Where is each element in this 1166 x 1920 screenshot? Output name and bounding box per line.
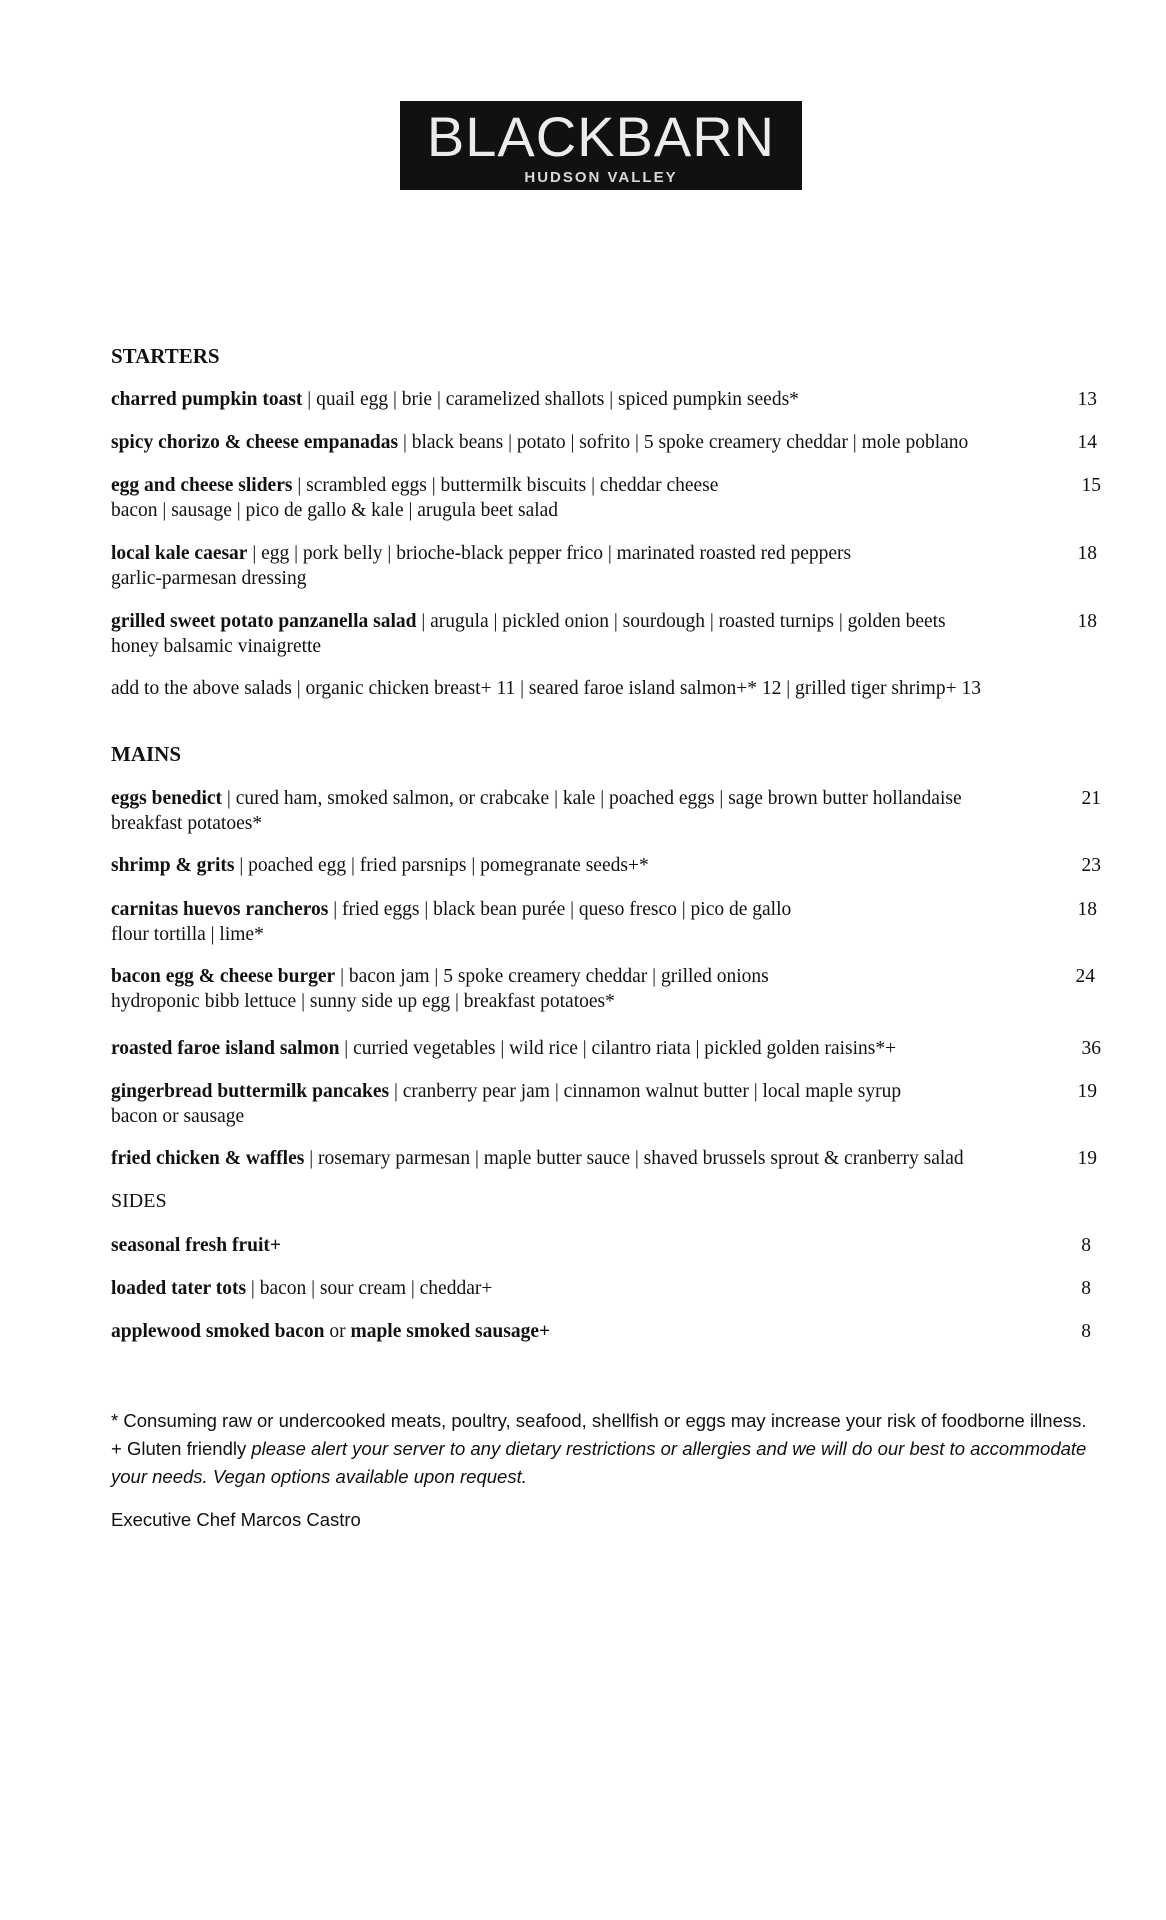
menu-item <box>111 1037 1101 1062</box>
logo-subtitle: HUDSON VALLEY <box>524 169 678 186</box>
dietary-alert: please alert your server to any dietary restrictions or allergies and we will do our best to accommodate your needs. Vegan options available upon request. <box>111 1438 1087 1487</box>
menu-item <box>111 474 1101 523</box>
item-price: 24 <box>1075 966 1095 987</box>
item-price: 14 <box>1077 432 1097 453</box>
section-heading-mains: MAINS <box>111 742 182 766</box>
item-description: black beans | potato | sofrito | 5 spoke creamery cheddar | mole poblano <box>411 432 969 453</box>
item-name: charred pumpkin toast <box>111 389 303 410</box>
item-name: egg and cheese sliders <box>111 475 293 496</box>
item-name: shrimp & grits <box>111 855 235 876</box>
item-price: 15 <box>1081 475 1101 496</box>
item-price: 13 <box>1077 389 1097 410</box>
item-name: carnitas huevos rancheros <box>111 899 329 920</box>
item-description-line2: bacon | sausage | pico de gallo & kale | arugula beet salad <box>111 499 559 521</box>
consumption-warning: * Consuming raw or undercooked meats, poultry, seafood, shellfish or eggs may increase your risk of foodborne illness. + Gluten friendly <box>111 1410 1087 1459</box>
item-separator: | <box>416 611 431 632</box>
item-price: 36 <box>1081 1038 1101 1059</box>
item-description: fried eggs | black bean purée | queso fresco | pico de gallo <box>342 899 792 920</box>
item-description: bacon | sour cream | cheddar+ <box>259 1278 493 1299</box>
item-price: 19 <box>1077 1081 1097 1102</box>
menu-item <box>111 610 1101 659</box>
item-name: applewood smoked bacon <box>111 1321 325 1342</box>
item-separator: | <box>247 543 262 564</box>
item-name: loaded tater tots <box>111 1278 247 1299</box>
item-name: bacon egg & cheese burger <box>111 966 336 987</box>
menu-item <box>111 854 1101 879</box>
item-description: rosemary parmesan | maple butter sauce | shaved brussels sprout & cranberry salad <box>318 1148 964 1169</box>
item-description: arugula | pickled onion | sourdough | roasted turnips | golden beets <box>430 611 946 632</box>
item-conjunction: or <box>324 1321 351 1342</box>
item-separator: | <box>398 432 412 453</box>
menu-item <box>111 965 1101 1014</box>
item-separator: | <box>389 1081 403 1102</box>
menu-item <box>111 388 1101 413</box>
item-description: cured ham, smoked salmon, or crabcake | kale | poached eggs | sage brown butter hollandaise <box>235 788 962 809</box>
item-price: 23 <box>1081 855 1101 876</box>
item-separator: | <box>222 788 236 809</box>
menu-item <box>111 1147 1101 1172</box>
item-name: fried chicken & waffles <box>111 1148 305 1169</box>
menu-item <box>111 787 1101 836</box>
item-price: 8 <box>1081 1278 1091 1299</box>
item-name: spicy chorizo & cheese empanadas <box>111 432 399 453</box>
menu-item <box>111 1080 1101 1129</box>
item-price: 18 <box>1077 543 1097 564</box>
item-price: 19 <box>1077 1148 1097 1169</box>
item-price: 18 <box>1077 899 1097 920</box>
item-separator: | <box>246 1278 260 1299</box>
section-heading-sides: SIDES <box>111 1190 167 1212</box>
menu-item <box>111 1277 1101 1302</box>
item-description-line2: honey balsamic vinaigrette <box>111 635 322 657</box>
item-price: 8 <box>1081 1235 1091 1256</box>
menu-item <box>111 542 1101 591</box>
item-separator: | <box>302 389 317 410</box>
item-separator: | <box>328 899 343 920</box>
menu-item <box>111 1320 1101 1345</box>
item-description: egg | pork belly | brioche-black pepper frico | marinated roasted red peppers <box>261 543 852 564</box>
item-description: bacon jam | 5 spoke creamery cheddar | grilled onions <box>348 966 769 987</box>
allergy-notice <box>111 1407 1091 1491</box>
menu-item <box>111 898 1101 947</box>
chef-credit: Executive Chef Marcos Castro <box>111 1509 361 1530</box>
item-description-line2: breakfast potatoes* <box>111 812 263 834</box>
item-separator: | <box>304 1148 318 1169</box>
item-separator: | <box>234 855 249 876</box>
item-name: seasonal fresh fruit+ <box>111 1235 281 1256</box>
item-name: grilled sweet potato panzanella salad <box>111 611 417 632</box>
logo-wordmark: BLACKBARN <box>426 105 776 168</box>
item-description-line2: bacon or sausage <box>111 1105 245 1127</box>
restaurant-logo <box>400 101 802 190</box>
item-name: eggs benedict <box>111 788 223 809</box>
item-price: 18 <box>1077 611 1097 632</box>
item-name: gingerbread buttermilk pancakes <box>111 1081 390 1102</box>
item-separator: | <box>339 1038 354 1059</box>
item-description: cranberry pear jam | cinnamon walnut butter | local maple syrup <box>402 1081 902 1102</box>
item-description-line2: flour tortilla | lime* <box>111 923 264 945</box>
menu-item <box>111 431 1101 456</box>
item-description: curried vegetables | wild rice | cilantro riata | pickled golden raisins*+ <box>353 1038 897 1059</box>
item-name-alt: maple smoked sausage+ <box>350 1321 551 1342</box>
item-description-line2: garlic-parmesan dressing <box>111 567 307 589</box>
menu-item <box>111 1234 1101 1259</box>
item-description: scrambled eggs | buttermilk biscuits | cheddar cheese <box>306 475 719 496</box>
item-description: poached egg | fried parsnips | pomegranate seeds+* <box>248 855 649 876</box>
item-price: 8 <box>1081 1321 1091 1342</box>
section-heading-starters: STARTERS <box>111 344 220 368</box>
item-name: local kale caesar <box>111 543 248 564</box>
item-description-line2: hydroponic bibb lettuce | sunny side up egg | breakfast potatoes* <box>111 990 615 1012</box>
item-separator: | <box>292 475 307 496</box>
item-name: roasted faroe island salmon <box>111 1038 340 1059</box>
salad-addons: add to the above salads | organic chicken breast+ 11 | seared faroe island salmon+* 12 | grilled tiger shrimp+ 13 <box>111 678 981 699</box>
item-separator: | <box>335 966 349 987</box>
item-description: quail egg | brie | caramelized shallots | spiced pumpkin seeds* <box>316 389 799 410</box>
item-price: 21 <box>1081 788 1101 809</box>
